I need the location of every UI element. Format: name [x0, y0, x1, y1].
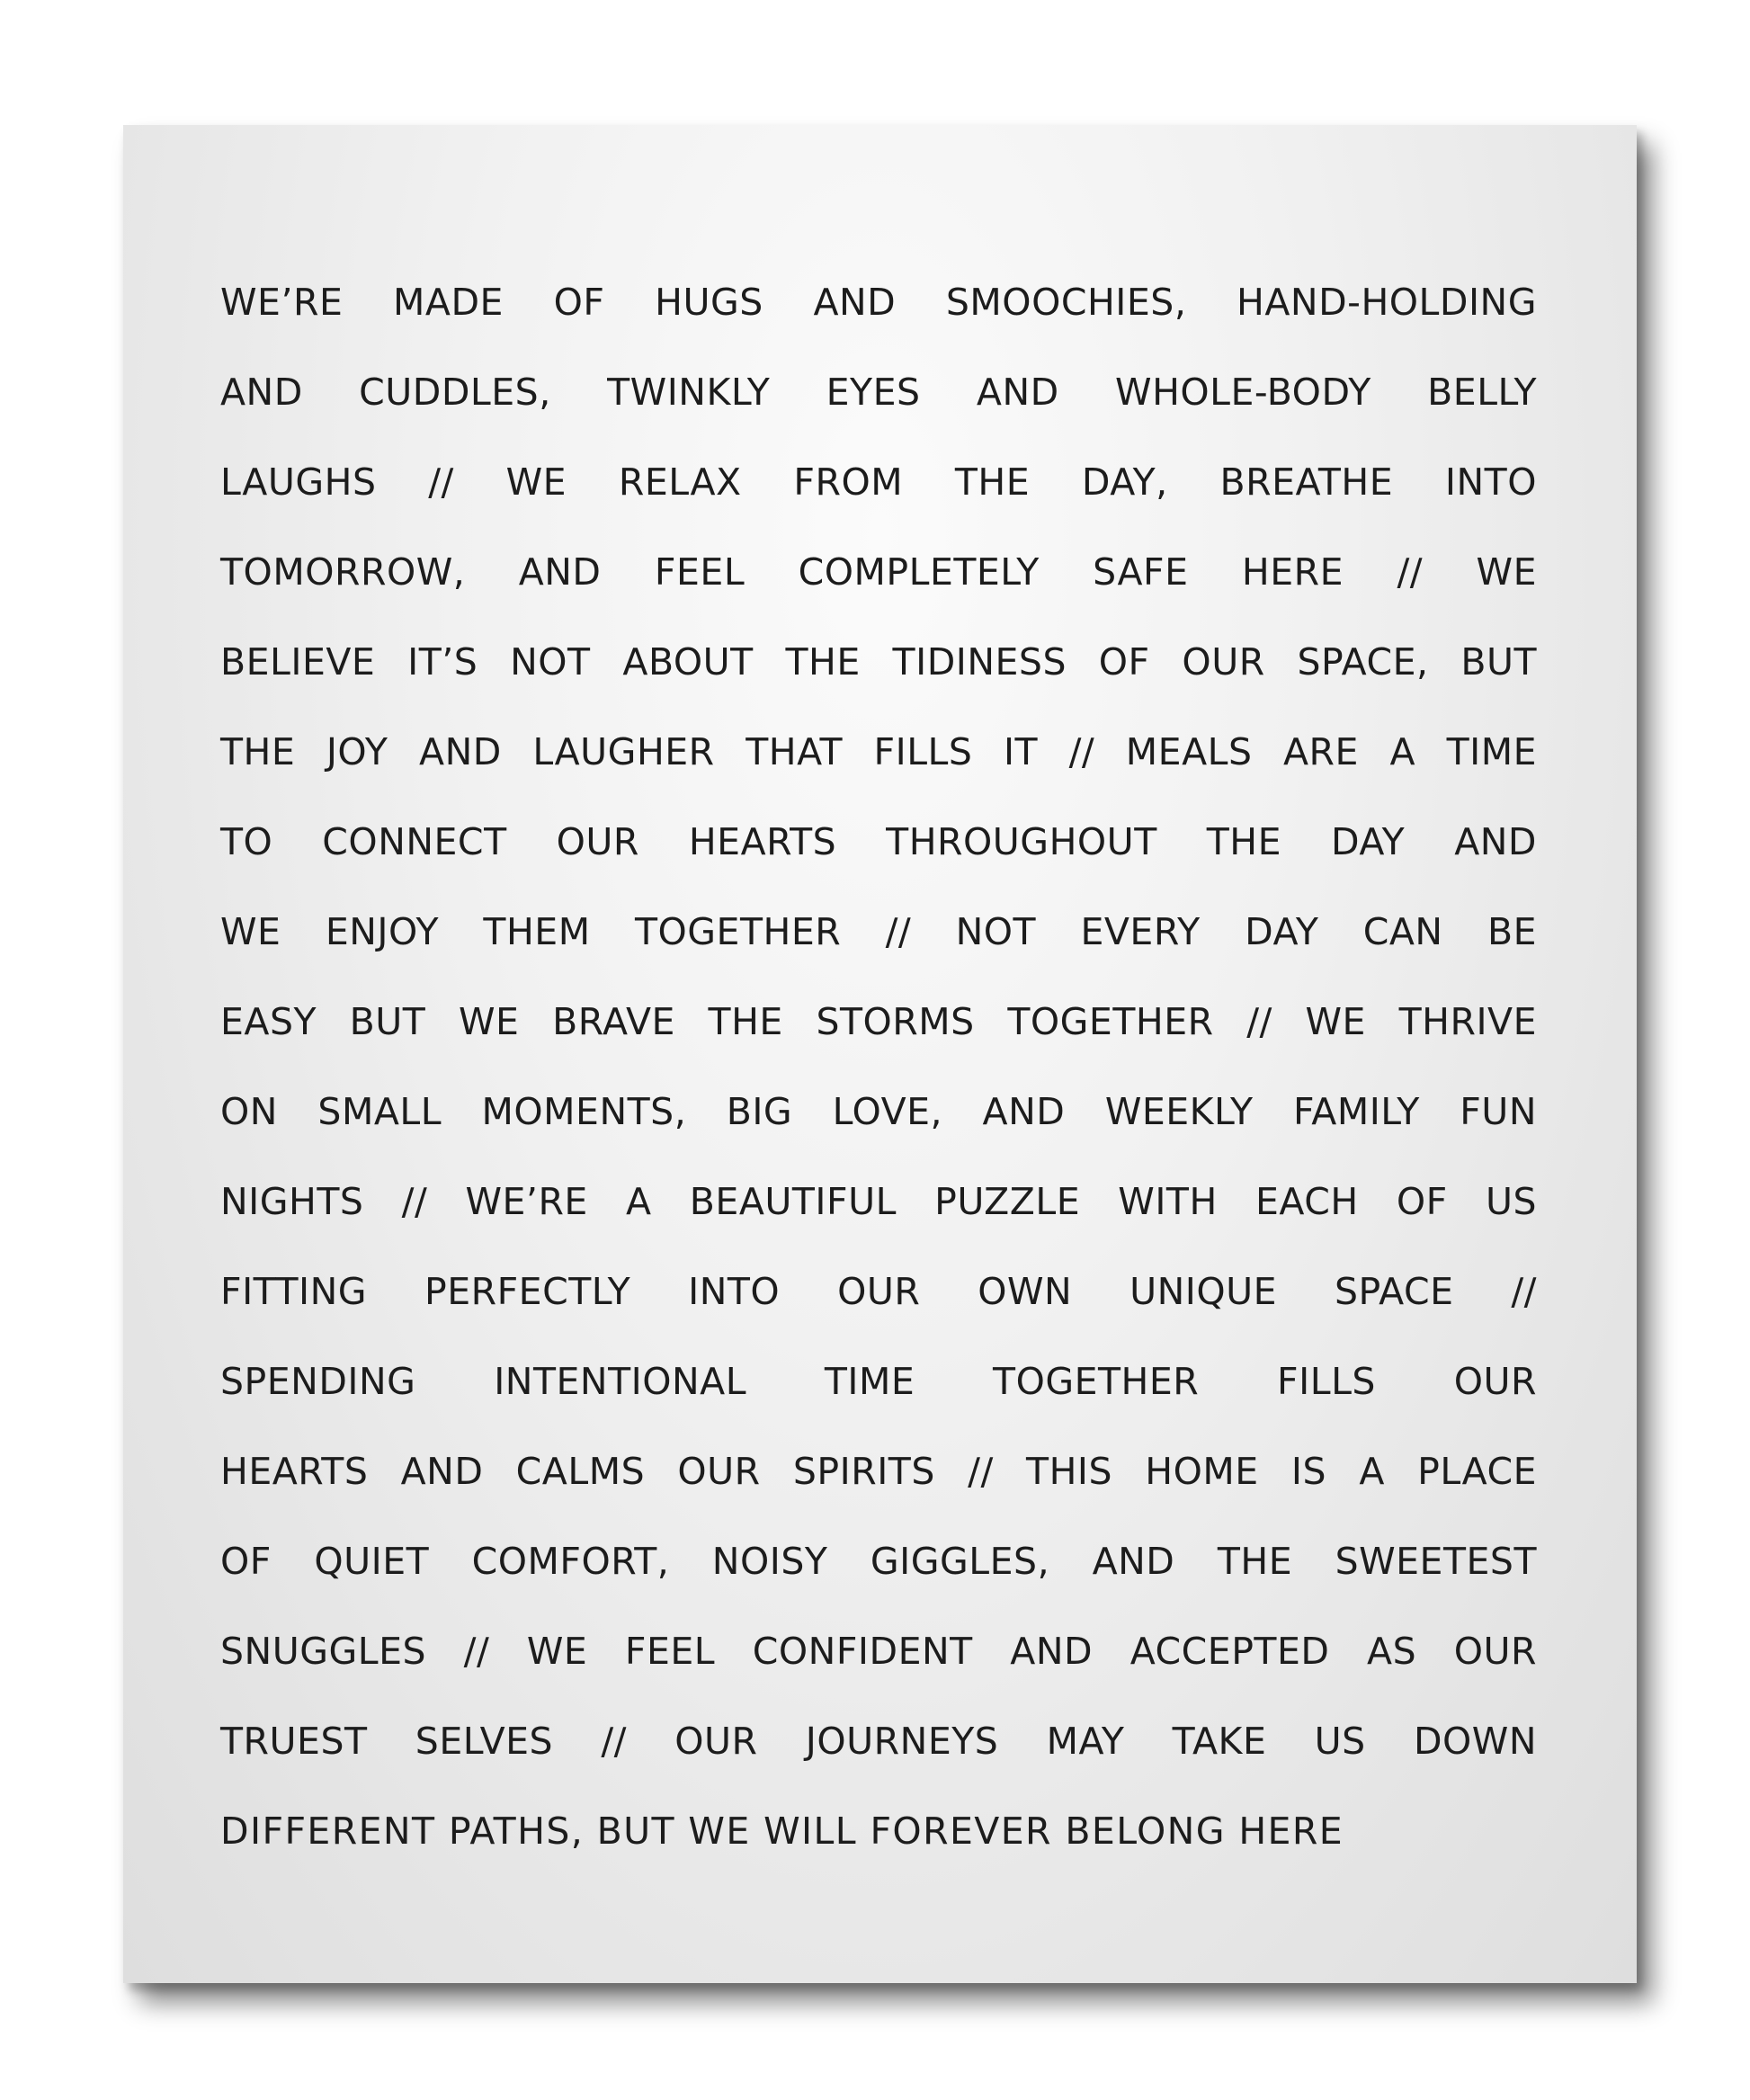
manifesto-line: HEARTS AND CALMS OUR SPIRITS // THIS HOME IS A PLACE: [220, 1450, 1537, 1493]
manifesto-line: DIFFERENT PATHS, BUT WE WILL FOREVER BELONG HERE: [220, 1810, 1344, 1853]
manifesto-line: LAUGHS // WE RELAX FROM THE DAY, BREATHE INTO: [220, 460, 1537, 504]
manifesto-line: AND CUDDLES, TWINKLY EYES AND WHOLE-BODY BELLY: [220, 371, 1537, 414]
manifesto-line: NIGHTS // WE’RE A BEAUTIFUL PUZZLE WITH EACH OF US: [220, 1180, 1537, 1223]
manifesto-line: FITTING PERFECTLY INTO OUR OWN UNIQUE SPACE //: [220, 1270, 1537, 1313]
manifesto-line: SPENDING INTENTIONAL TIME TOGETHER FILLS OUR: [220, 1360, 1537, 1403]
manifesto-line: SNUGGLES // WE FEEL CONFIDENT AND ACCEPTED AS OUR: [220, 1630, 1537, 1673]
manifesto-line: TRUEST SELVES // OUR JOURNEYS MAY TAKE US DOWN: [220, 1720, 1537, 1763]
family-manifesto-text: [220, 257, 1537, 1876]
manifesto-line: WE ENJOY THEM TOGETHER // NOT EVERY DAY CAN BE: [220, 910, 1537, 953]
manifesto-line: ON SMALL MOMENTS, BIG LOVE, AND WEEKLY FAMILY FUN: [220, 1090, 1537, 1133]
manifesto-line: THE JOY AND LAUGHER THAT FILLS IT // MEALS ARE A TIME: [220, 730, 1537, 773]
manifesto-line: TOMORROW, AND FEEL COMPLETELY SAFE HERE // WE: [220, 550, 1537, 594]
manifesto-line: WE’RE MADE OF HUGS AND SMOOCHIES, HAND-HOLDING: [220, 281, 1537, 324]
manifesto-line: BELIEVE IT’S NOT ABOUT THE TIDINESS OF OUR SPACE, BUT: [220, 640, 1537, 684]
manifesto-line: TO CONNECT OUR HEARTS THROUGHOUT THE DAY AND: [220, 820, 1537, 863]
manifesto-line: EASY BUT WE BRAVE THE STORMS TOGETHER // WE THRIVE: [220, 1000, 1537, 1043]
manifesto-line: OF QUIET COMFORT, NOISY GIGGLES, AND THE SWEETEST: [220, 1540, 1537, 1583]
canvas-print: [123, 125, 1637, 1983]
